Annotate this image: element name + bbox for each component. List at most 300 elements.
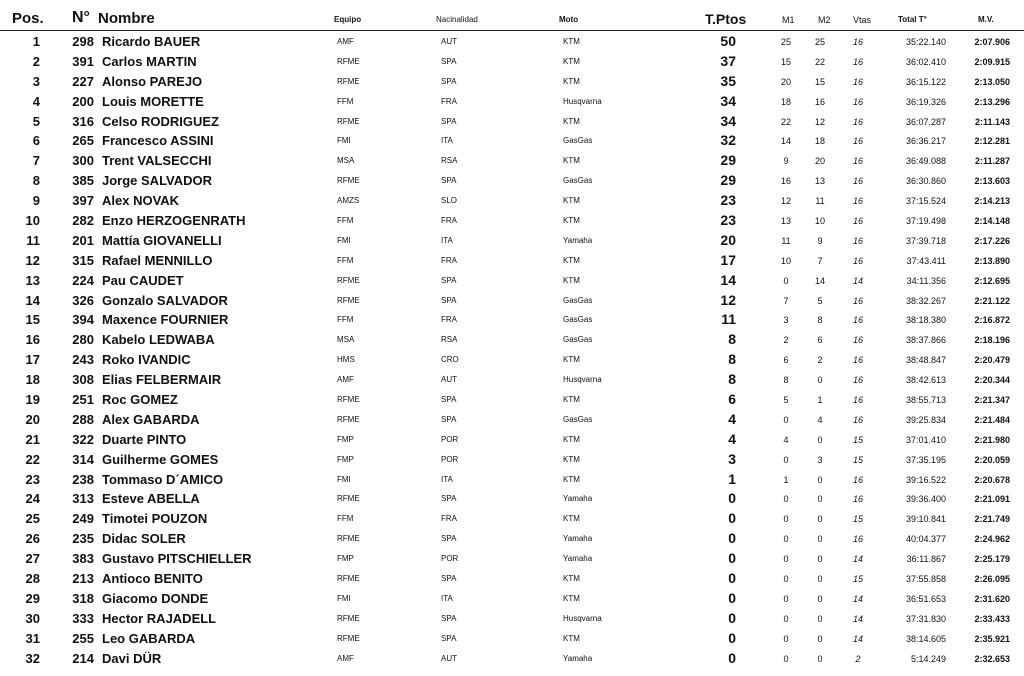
motorcycle: KTM — [563, 216, 580, 226]
team: MSA — [337, 156, 355, 166]
laps: 14 — [852, 593, 863, 604]
total-points: 29 — [720, 172, 736, 189]
rider-name: Gustavo PITSCHIELLER — [102, 551, 252, 567]
rider-name: Louis MORETTE — [102, 93, 204, 109]
team: FFM — [337, 315, 354, 325]
rider-name: Kabelo LEDWABA — [102, 332, 215, 348]
moto2-points: 13 — [814, 176, 825, 187]
moto2-points: 0 — [817, 574, 823, 585]
table-row — [0, 230, 1024, 250]
rider-name: Roc GOMEZ — [102, 392, 178, 408]
moto2-points: 0 — [817, 474, 823, 485]
laps: 16 — [852, 395, 863, 406]
row-pos: 16 — [25, 332, 40, 348]
rider-name: Esteve ABELLA — [102, 491, 200, 507]
moto1-points: 0 — [783, 593, 789, 604]
motorcycle: KTM — [563, 355, 580, 365]
moto2-points: 2 — [817, 355, 823, 366]
rider-number: 265 — [72, 133, 94, 149]
moto1-points: 0 — [783, 554, 789, 565]
motorcycle: KTM — [563, 196, 580, 206]
table-row — [0, 31, 1024, 51]
row-pos: 2 — [32, 53, 40, 69]
total-points: 0 — [728, 550, 736, 567]
team: RFME — [337, 56, 360, 66]
rider-name: Francesco ASSINI — [102, 133, 214, 149]
table-row — [0, 290, 1024, 310]
total-time: 36:49.088 — [905, 156, 946, 167]
table-header — [0, 0, 1024, 31]
row-pos: 6 — [32, 133, 40, 149]
moto2-points: 0 — [817, 375, 823, 386]
rider-number: 201 — [72, 232, 94, 248]
table-row — [0, 349, 1024, 369]
table-row — [0, 568, 1024, 588]
table-row — [0, 449, 1024, 469]
row-pos: 24 — [25, 491, 40, 507]
row-pos: 19 — [25, 392, 40, 408]
moto2-points: 25 — [814, 37, 825, 47]
row-pos: 15 — [25, 312, 40, 328]
moto1-points: 11 — [781, 235, 791, 246]
rider-name: Gonzalo SALVADOR — [102, 292, 228, 308]
rider-number: 314 — [72, 451, 94, 467]
header-m1: M1 — [782, 15, 795, 25]
best-lap: 2:11.287 — [974, 156, 1010, 167]
moto1-points: 12 — [780, 196, 791, 207]
motorcycle: GasGas — [563, 176, 593, 186]
table-row — [0, 111, 1024, 131]
laps: 16 — [852, 216, 863, 227]
motorcycle: KTM — [563, 474, 580, 484]
motorcycle: Husqvarna — [563, 613, 602, 623]
total-points: 11 — [721, 311, 736, 328]
row-pos: 8 — [32, 173, 40, 189]
total-points: 37 — [720, 52, 736, 69]
moto2-points: 0 — [817, 534, 823, 545]
rider-number: 288 — [72, 411, 94, 427]
header-team: Equipo — [334, 15, 362, 24]
nationality: POR — [441, 454, 459, 464]
rider-number: 385 — [72, 173, 94, 189]
moto1-points: 0 — [783, 574, 789, 585]
table-row — [0, 469, 1024, 489]
team: AMF — [337, 375, 354, 385]
row-pos: 14 — [25, 292, 40, 308]
rider-name: Alonso PAREJO — [102, 73, 203, 89]
table-row — [0, 150, 1024, 170]
motorcycle: KTM — [563, 593, 580, 603]
moto1-points: 2 — [783, 335, 789, 346]
rider-name: Elias FELBERMAIR — [102, 372, 222, 388]
motorcycle: KTM — [563, 76, 580, 86]
table-row — [0, 608, 1024, 628]
team: FMI — [337, 593, 351, 603]
table-row — [0, 409, 1024, 429]
team: RFME — [337, 574, 360, 584]
rider-number: 243 — [72, 352, 94, 368]
table-row — [0, 389, 1024, 409]
total-time: 37:43.411 — [906, 255, 946, 266]
table-row — [0, 309, 1024, 329]
best-lap: 2:21.484 — [974, 414, 1010, 425]
total-time: 38:48.847 — [905, 355, 946, 366]
total-points: 1 — [728, 470, 736, 487]
moto1-points: 4 — [783, 434, 789, 445]
rider-name: Jorge SALVADOR — [102, 173, 213, 189]
laps: 16 — [852, 116, 863, 127]
header-points: T.Ptos — [705, 11, 747, 27]
rider-number: 251 — [72, 392, 94, 408]
row-pos: 26 — [25, 531, 40, 547]
table-row — [0, 588, 1024, 608]
rider-name: Timotei POUZON — [102, 511, 208, 527]
total-points: 23 — [720, 212, 736, 229]
total-points: 17 — [720, 251, 736, 268]
best-lap: 2:32.653 — [974, 653, 1010, 664]
nationality: AUT — [441, 653, 457, 663]
motorcycle: GasGas — [563, 335, 593, 345]
best-lap: 2:09.915 — [974, 56, 1010, 67]
moto2-points: 6 — [817, 335, 823, 346]
moto2-points: 10 — [814, 216, 825, 227]
total-time: 39:25.834 — [905, 414, 946, 425]
moto1-points: 0 — [783, 275, 789, 286]
header-number: N° — [72, 9, 90, 26]
total-time: 37:15.524 — [905, 196, 946, 207]
total-points: 34 — [720, 112, 736, 129]
table-row — [0, 250, 1024, 270]
best-lap: 2:20.059 — [974, 454, 1010, 465]
rider-name: Duarte PINTO — [102, 431, 187, 447]
total-time: 37:01.410 — [905, 434, 946, 445]
motorcycle: KTM — [563, 37, 580, 46]
rider-number: 300 — [72, 153, 94, 169]
motorcycle: KTM — [563, 275, 580, 285]
motorcycle: Husqvarna — [563, 375, 602, 385]
nationality: SPA — [441, 574, 457, 584]
header-nationality: Nacinalidad — [436, 15, 478, 24]
table-row — [0, 628, 1024, 648]
total-points: 0 — [728, 510, 736, 527]
row-pos: 9 — [32, 193, 40, 209]
best-lap: 2:14.148 — [974, 216, 1010, 227]
best-lap: 2:17.226 — [974, 235, 1010, 246]
nationality: SPA — [441, 116, 457, 126]
moto2-points: 15 — [814, 76, 825, 87]
rider-number: 315 — [72, 252, 94, 268]
rider-name: Alex NOVAK — [102, 193, 180, 209]
laps: 15 — [852, 454, 863, 465]
moto2-points: 5 — [817, 295, 823, 306]
moto1-points: 0 — [783, 454, 789, 465]
table-row — [0, 130, 1024, 150]
rider-name: Davi DÜR — [102, 650, 162, 666]
best-lap: 2:14.213 — [974, 196, 1010, 207]
best-lap: 2:21.980 — [974, 434, 1010, 445]
motorcycle: KTM — [563, 255, 580, 265]
moto2-points: 20 — [814, 156, 825, 167]
table-row — [0, 329, 1024, 349]
total-time: 36:51.653 — [905, 593, 946, 604]
nationality: RSA — [441, 156, 458, 166]
team: RFME — [337, 275, 360, 285]
laps: 16 — [852, 56, 863, 67]
moto1-points: 0 — [783, 653, 789, 664]
total-time: 38:55.713 — [905, 395, 946, 406]
table-row — [0, 270, 1024, 290]
best-lap: 2:12.695 — [974, 275, 1010, 286]
rider-number: 214 — [72, 650, 94, 666]
motorcycle: GasGas — [563, 315, 593, 325]
moto1-points: 0 — [783, 613, 789, 624]
best-lap: 2:20.678 — [974, 474, 1010, 485]
best-lap: 2:18.196 — [974, 335, 1010, 346]
total-time: 36:11.867 — [906, 554, 946, 565]
total-time: 36:19.326 — [905, 96, 946, 107]
best-lap: 2:20.479 — [974, 355, 1010, 366]
moto2-points: 22 — [814, 56, 825, 67]
table-body — [0, 31, 1024, 668]
row-pos: 22 — [25, 451, 40, 467]
best-lap: 2:12.281 — [974, 136, 1010, 147]
moto1-points: 0 — [783, 534, 789, 545]
total-time: 39:36.400 — [905, 494, 946, 505]
row-pos: 4 — [32, 93, 40, 109]
moto2-points: 0 — [817, 633, 823, 644]
team: RFME — [337, 494, 360, 504]
moto2-points: 11 — [815, 196, 825, 207]
laps: 15 — [852, 514, 863, 525]
moto2-points: 0 — [817, 434, 823, 445]
table-row — [0, 528, 1024, 548]
motorcycle: Husqvarna — [563, 96, 602, 106]
nationality: AUT — [441, 375, 457, 385]
nationality: FRA — [441, 315, 457, 325]
rider-number: 333 — [72, 610, 94, 626]
rider-name: Pau CAUDET — [102, 272, 184, 288]
total-points: 0 — [728, 589, 736, 606]
motorcycle: KTM — [563, 116, 580, 126]
best-lap: 2:21.122 — [974, 295, 1010, 306]
total-time: 40:04.377 — [905, 534, 946, 545]
motorcycle: Yamaha — [563, 235, 593, 245]
team: RFME — [337, 414, 360, 424]
laps: 16 — [852, 196, 863, 207]
best-lap: 2:26.095 — [974, 574, 1010, 585]
rider-number: 298 — [72, 34, 94, 49]
team: RFME — [337, 116, 360, 126]
moto2-points: 4 — [817, 414, 823, 425]
total-time: 37:31.830 — [905, 613, 946, 624]
motorcycle: Yamaha — [563, 494, 593, 504]
row-pos: 23 — [25, 471, 40, 487]
rider-name: Ricardo BAUER — [102, 34, 201, 49]
total-time: 34:11.356 — [906, 275, 946, 286]
rider-name: Antioco BENITO — [102, 571, 203, 587]
rider-name: Enzo HERZOGENRATH — [102, 213, 246, 229]
row-pos: 12 — [25, 252, 40, 268]
best-lap: 2:21.749 — [974, 514, 1010, 525]
total-time: 38:18.380 — [905, 315, 946, 326]
moto1-points: 0 — [783, 633, 789, 644]
rider-name: Leo GABARDA — [102, 630, 196, 646]
table-row — [0, 71, 1024, 91]
row-pos: 5 — [32, 113, 40, 129]
table-row — [0, 170, 1024, 190]
table-row — [0, 190, 1024, 210]
header-name: Nombre — [98, 10, 155, 27]
laps: 16 — [852, 295, 863, 306]
motorcycle: KTM — [563, 395, 580, 405]
laps: 16 — [852, 37, 863, 47]
laps: 16 — [852, 176, 863, 187]
nationality: SPA — [441, 414, 457, 424]
table-row — [0, 91, 1024, 111]
moto1-points: 5 — [783, 395, 789, 406]
row-pos: 13 — [25, 272, 40, 288]
rider-number: 213 — [72, 571, 94, 587]
rider-name: Mattía GIOVANELLI — [102, 232, 222, 248]
team: RFME — [337, 176, 360, 186]
laps: 16 — [852, 96, 863, 107]
rider-number: 322 — [72, 431, 94, 447]
nationality: SPA — [441, 275, 457, 285]
best-lap: 2:24.962 — [974, 534, 1010, 545]
total-time: 37:19.498 — [905, 216, 946, 227]
team: FMI — [337, 136, 351, 146]
total-time: 37:39.718 — [905, 235, 946, 246]
motorcycle: KTM — [563, 514, 580, 524]
team: FMI — [337, 474, 351, 484]
rider-number: 255 — [72, 630, 94, 646]
laps: 16 — [852, 335, 863, 346]
laps: 16 — [852, 76, 863, 87]
total-points: 20 — [720, 231, 736, 248]
nationality: ITA — [441, 474, 453, 484]
moto1-points: 10 — [780, 255, 791, 266]
header-best-lap: M.V. — [978, 15, 994, 24]
best-lap: 2:13.296 — [974, 96, 1010, 107]
table-row — [0, 488, 1024, 508]
team: FFM — [337, 514, 354, 524]
header-laps: Vtas — [853, 15, 872, 25]
rider-name: Hector RAJADELL — [102, 610, 217, 626]
nationality: SPA — [441, 176, 457, 186]
moto2-points: 8 — [817, 315, 823, 326]
laps: 14 — [852, 633, 863, 644]
rider-number: 313 — [72, 491, 94, 507]
nationality: SPA — [441, 534, 457, 544]
nationality: SPA — [441, 56, 457, 66]
moto1-points: 0 — [783, 414, 789, 425]
rider-name: Guilherme GOMES — [102, 451, 219, 467]
laps: 16 — [852, 255, 863, 266]
moto2-points: 14 — [814, 275, 825, 286]
row-pos: 11 — [26, 232, 40, 248]
moto2-points: 0 — [817, 514, 823, 525]
team: RFME — [337, 395, 360, 405]
moto1-points: 22 — [780, 116, 791, 127]
motorcycle: GasGas — [563, 136, 593, 146]
team: FFM — [337, 96, 354, 106]
motorcycle: KTM — [563, 633, 580, 643]
table-row — [0, 429, 1024, 449]
row-pos: 10 — [25, 213, 40, 229]
best-lap: 2:13.050 — [974, 76, 1010, 87]
team: RFME — [337, 295, 360, 305]
total-time: 38:32.267 — [905, 295, 946, 306]
total-points: 0 — [728, 530, 736, 547]
moto2-points: 3 — [817, 454, 823, 465]
rider-name: Rafael MENNILLO — [102, 252, 213, 268]
nationality: FRA — [441, 216, 457, 226]
rider-name: Maxence FOURNIER — [102, 312, 229, 328]
total-points: 6 — [728, 391, 736, 408]
motorcycle: KTM — [563, 56, 580, 66]
team: FMI — [337, 235, 351, 245]
moto2-points: 7 — [817, 255, 823, 266]
row-pos: 21 — [25, 431, 40, 447]
rider-number: 235 — [72, 531, 94, 547]
rider-number: 200 — [72, 93, 94, 109]
total-points: 4 — [728, 410, 736, 427]
best-lap: 2:16.872 — [974, 315, 1010, 326]
moto1-points: 0 — [783, 514, 789, 525]
total-points: 34 — [720, 92, 736, 109]
row-pos: 32 — [25, 650, 40, 666]
rider-number: 238 — [72, 471, 94, 487]
laps: 16 — [852, 315, 863, 326]
best-lap: 2:31.620 — [974, 593, 1010, 604]
best-lap: 2:25.179 — [974, 554, 1010, 565]
table-row — [0, 648, 1024, 668]
nationality: RSA — [441, 335, 458, 345]
moto2-points: 0 — [817, 494, 823, 505]
total-points: 29 — [720, 152, 736, 169]
rider-name: Didac SOLER — [102, 531, 186, 547]
row-pos: 25 — [25, 511, 40, 527]
header-moto: Moto — [559, 15, 579, 24]
laps: 15 — [852, 574, 863, 585]
nationality: ITA — [441, 593, 453, 603]
moto1-points: 6 — [783, 355, 789, 366]
rider-number: 316 — [72, 113, 94, 129]
nationality: FRA — [441, 96, 457, 106]
header-pos: Pos. — [12, 10, 44, 27]
table-row — [0, 508, 1024, 528]
rider-number: 227 — [72, 73, 94, 89]
best-lap: 2:21.347 — [974, 395, 1010, 406]
team: RFME — [337, 76, 360, 86]
nationality: SPA — [441, 76, 457, 86]
rider-number: 394 — [72, 312, 94, 328]
rider-name: Carlos MARTIN — [102, 53, 197, 69]
motorcycle: Yamaha — [563, 534, 593, 544]
laps: 14 — [852, 554, 863, 565]
moto2-points: 1 — [817, 395, 823, 406]
row-pos: 31 — [25, 630, 40, 646]
rider-name: Giacomo DONDE — [102, 590, 209, 606]
nationality: SLO — [441, 196, 458, 206]
team: FMP — [337, 554, 354, 564]
rider-number: 318 — [72, 590, 94, 606]
moto1-points: 18 — [780, 96, 791, 107]
nationality: SPA — [441, 494, 457, 504]
laps: 16 — [852, 474, 863, 485]
best-lap: 2:11.143 — [974, 116, 1010, 127]
best-lap: 2:07.906 — [974, 37, 1010, 47]
